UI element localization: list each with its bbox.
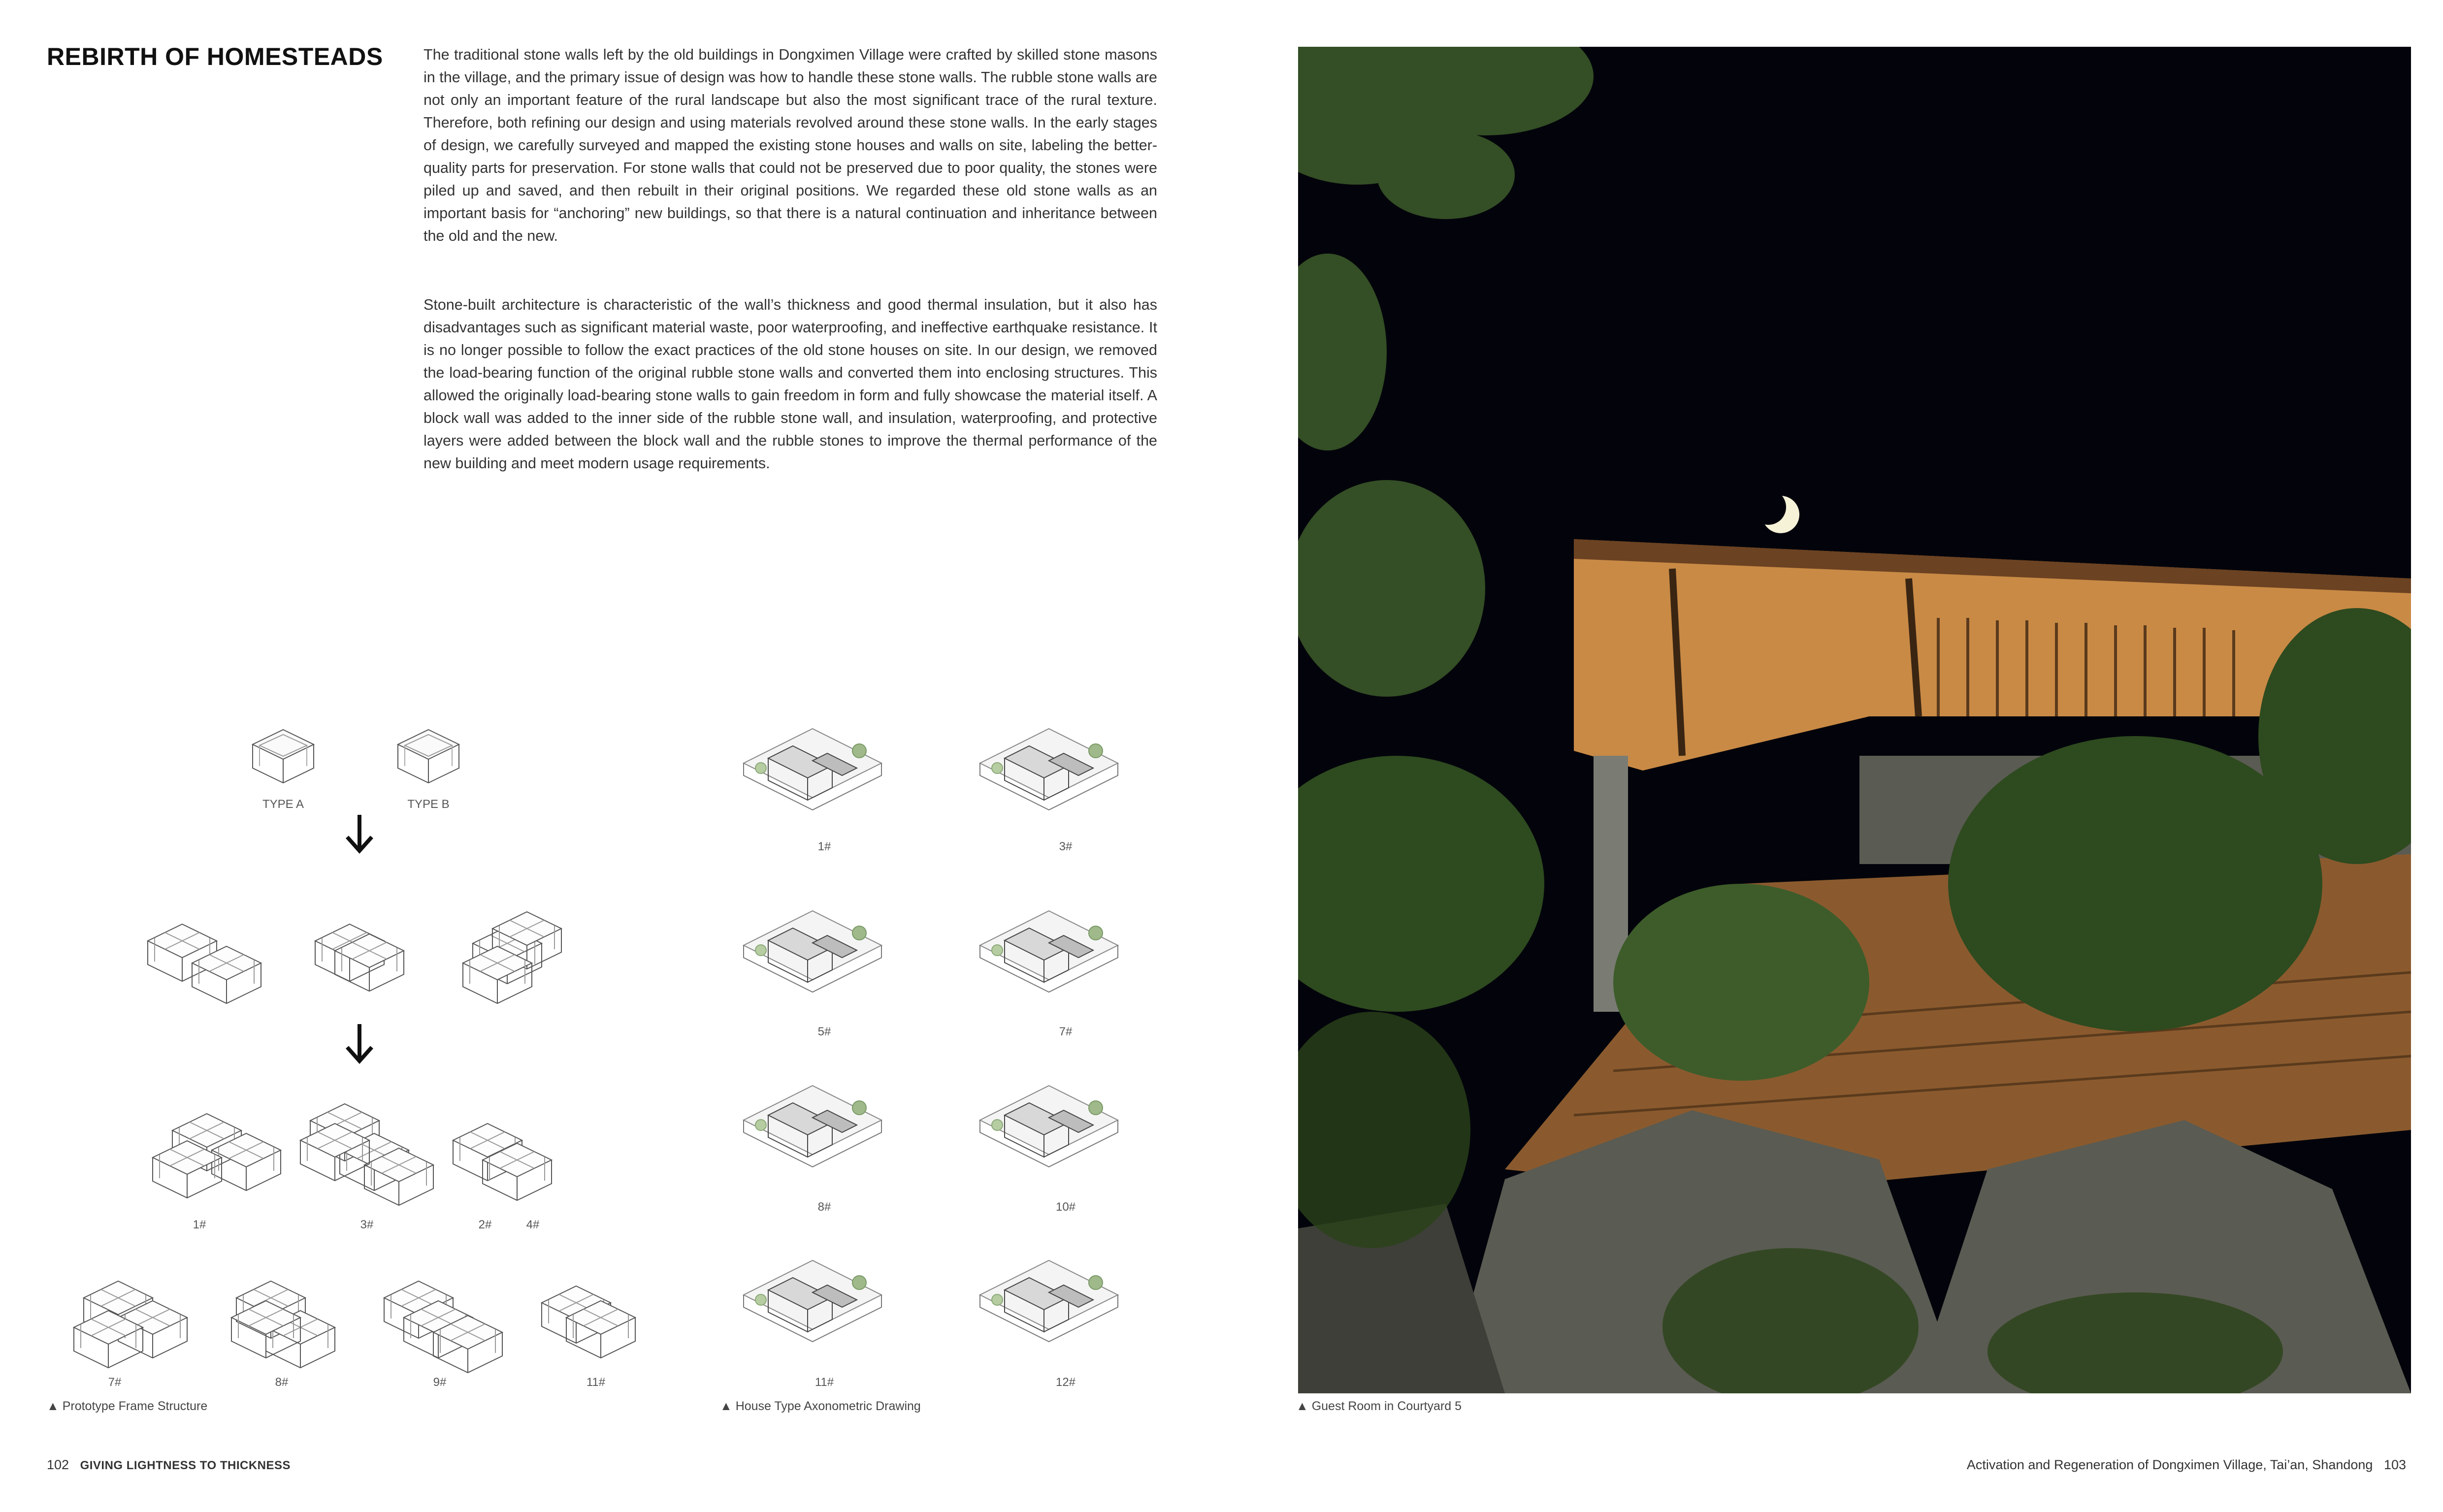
right-page-number: 103 [2383,1457,2406,1472]
axon-label-3: 3# [1059,840,1073,853]
body-paragraph-2: Stone-built architecture is characteristic of the wall’s thickness and good thermal insulation, but it also has disadvantages such as significant material waste, poor waterproofing, and ineffective earthquake resistance. It is no longer possible to follow the exact practices of the old stone houses on site. In our design, we removed the load-bearing function of the original rubble stone walls and converted them into enclosing structures. This allowed the originally load-bearing stone walls to gain freedom in form and fully showcase the material itself. A block wall was added to the inner side of the rubble stone wall, and insulation, waterproofing, and protective layers were added between the block wall and the rubble stones to improve the thermal performance of the new building and meet modern usage requirements. [423,296,1157,472]
house-type-8 [744,1086,881,1167]
house-type-10 [980,1086,1118,1167]
left-page-number: 102 [47,1457,69,1472]
section-title: REBIRTH OF HOMESTEADS [47,43,383,70]
footer-right [1967,1457,2406,1473]
right-running-title: Activation and Regeneration of Dongximen Village, Tai’an, Shandong [1966,1457,2373,1472]
axonometric-drawings [739,704,1182,1383]
axonometric-caption: ▲ House Type Axonometric Drawing [720,1399,921,1413]
house-type-5 [744,911,881,992]
prototype-label-2: 2# [478,1218,492,1231]
type-b-module [398,730,459,783]
type-a-label: TYPE A [262,798,304,811]
footer-left [47,1457,291,1473]
house-type-7 [980,911,1118,992]
axon-label-8: 8# [817,1200,831,1214]
prototype-label-3: 3# [360,1218,374,1231]
axon-label-10: 10# [1055,1200,1076,1214]
axon-label-12: 12# [1055,1376,1076,1389]
prototype-frame-diagram [0,689,689,1408]
prototype-label-9: 9# [433,1376,447,1389]
prototype-label-11: 11# [586,1376,606,1389]
body-paragraph-1: The traditional stone walls left by the old buildings in Dongximen Village were crafted by skilled stone masons in the village, and the primary issue of design was how to handle these stone walls. The rubble stone walls are not only an important feature of the rural landscape but also the most significant trace of the rural texture. Therefore, both refining our design and using materials revolved around these stone walls. In the early stages of design, we carefully surveyed and mapped the existing stone houses and walls on site, labeling the better-quality parts for preservation. For stone walls that could not be preserved due to poor quality, the stones were piled up and saved, and then rebuilt in their original positions. We regarded these old stone walls as an important basis for “anchoring” new buildings, so that there is a natural continuation and inheritance between the old and the new. [423,46,1157,244]
axon-label-1: 1# [817,840,831,853]
type-b-label: TYPE B [407,798,450,811]
prototype-label-1: 1# [193,1218,206,1231]
axon-label-7: 7# [1059,1025,1073,1038]
photo-caption: ▲ Guest Room in Courtyard 5 [1296,1399,1462,1413]
house-type-12 [980,1260,1118,1342]
prototype-label-4: 4# [526,1218,540,1231]
prototype-label-8: 8# [275,1376,289,1389]
prototype-label-7: 7# [108,1376,122,1389]
house-type-11 [744,1260,881,1342]
axon-label-11: 11# [814,1376,834,1389]
left-running-title: GIVING LIGHTNESS TO THICKNESS [80,1459,291,1472]
house-type-1 [744,729,881,810]
prototype-caption: ▲ Prototype Frame Structure [47,1399,208,1413]
axon-label-5: 5# [817,1025,831,1038]
type-a-module [253,730,314,783]
night-photo-guest-room [1298,47,2411,1393]
house-type-3 [980,729,1118,810]
